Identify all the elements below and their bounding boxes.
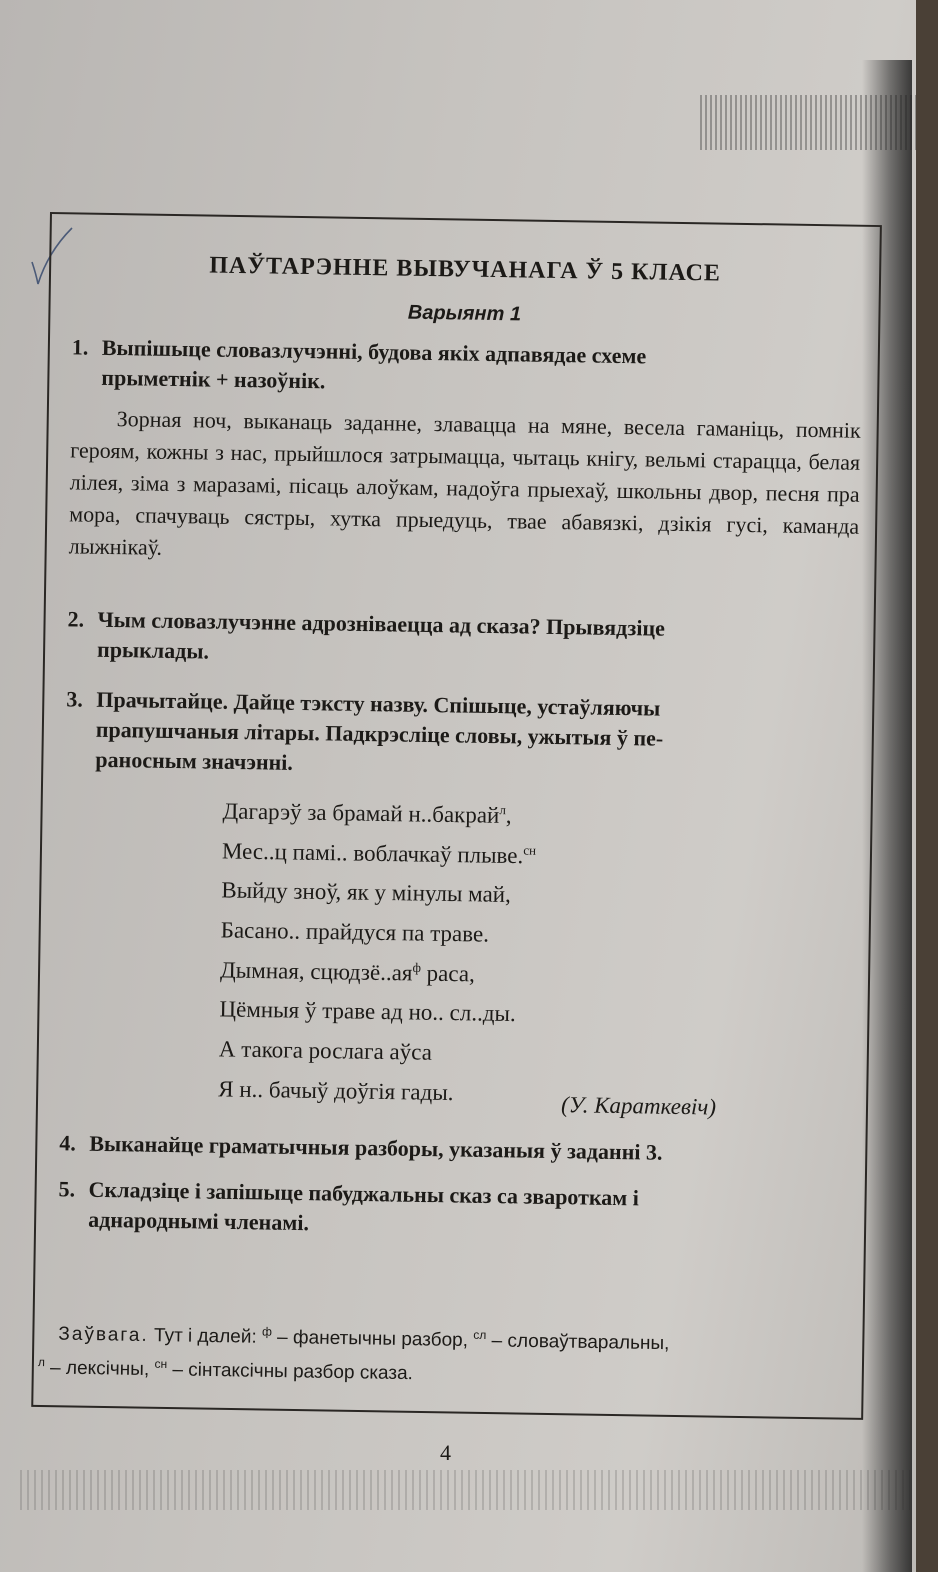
poem-line: Дагарэў за брамай н..бакрай$^л$, [222, 798, 512, 828]
poem-line: А такога рослага аўса [218, 1036, 433, 1065]
page-title: ПАЎТАРЭННЕ ВЫВУЧАНАГА Ў 5 КЛАСЕ [209, 252, 722, 287]
footnote [34, 1314, 845, 1395]
task-2-line-1: Чым словазлучэнне адрозніваецца ад сказа? Прывядзіце [97, 606, 666, 641]
poem [218, 789, 537, 1111]
task-3-line-2: прапушчаныя літары. Падкрэсліце словы, ужытыя ў пе- [95, 716, 664, 751]
poem-line: Выйду зноў, як у мінулы май, [221, 877, 512, 908]
task-2-line-2: прыклады. [96, 636, 210, 664]
task-5-line-2: аднароднымі членамі. [87, 1206, 310, 1236]
poem-author: (У. Караткевіч) [560, 1092, 717, 1120]
poem-line: Мес..ц памі.. воблачкаў плыве.$^{сн}$ [221, 838, 537, 868]
print-smudge-top [700, 95, 916, 150]
poem-line: Басано.. прайдуся па траве. [220, 917, 490, 947]
exercise-frame [31, 212, 882, 1420]
footnote-line-2: $^л$ – лексічны, $^{сн}$ – сінтаксічны разбор сказа. [37, 1355, 414, 1385]
print-smudge-bottom [20, 1470, 910, 1510]
poem-line: Цёмныя ў траве ад но.. сл..ды. [219, 996, 516, 1027]
poem-line: Дымная, $сцюдзё..ая^ф$ раса, [219, 957, 476, 987]
task-1-text [68, 402, 860, 574]
task-1-line-2: прыметнік + назоўнік. [101, 364, 326, 394]
task-3 [65, 684, 856, 786]
task-4 [59, 1128, 849, 1170]
poem-line: Я н.. бачыў доўгія гады. [218, 1076, 454, 1105]
task-1 [68, 332, 862, 574]
task-5-line-1: Складзіце і запішыце пабуджальны сказ са звароткам і [88, 1176, 640, 1211]
task-number: 2. [67, 606, 85, 632]
task-number: 3. [66, 686, 84, 712]
task-1-question [71, 332, 862, 404]
task-3-line-3: раносным значэнні. [95, 746, 294, 775]
task-1-line-1: Выпішыце словазлучэнні, будова якіх адпавядае схеме [101, 334, 647, 369]
task-2 [67, 604, 858, 676]
task-4-text: Выканайце граматычныя разборы, указаныя ў заданні 3. [89, 1130, 663, 1165]
footnote-line-1: Заўвага. Тут і далей: $^ф$ – фанетычны разбор, $^{сл}$ – словаўтваральны, [58, 1323, 670, 1355]
task-number: 5. [58, 1176, 76, 1202]
task-number: 1. [71, 334, 89, 360]
variant-heading: Варыянт 1 [407, 301, 522, 326]
task-3-line-1: Прачытайце. Дайце тэксту назву. Спішыце, устаўляючы [96, 686, 661, 721]
task-5 [58, 1174, 849, 1246]
task-1-word-list: Зорная ноч, выканаць заданне, злавацца на мяне, весела гаманіць, помнік героям, кожны з нас, прыйшлося затрымацца, чытаць кнігу, вельмі старацца, белая лілея, зіма з маразамі, пісаць алоўкам, надоўга прыехаў, школьны двор, песня пра мора, спачуваць сястры, хутка прыедуць, твае абавязкі, дзікія гусі, каманда лыжнікаў. [68, 406, 861, 560]
page-number: 4 [440, 1440, 451, 1465]
task-number: 4. [59, 1130, 77, 1156]
